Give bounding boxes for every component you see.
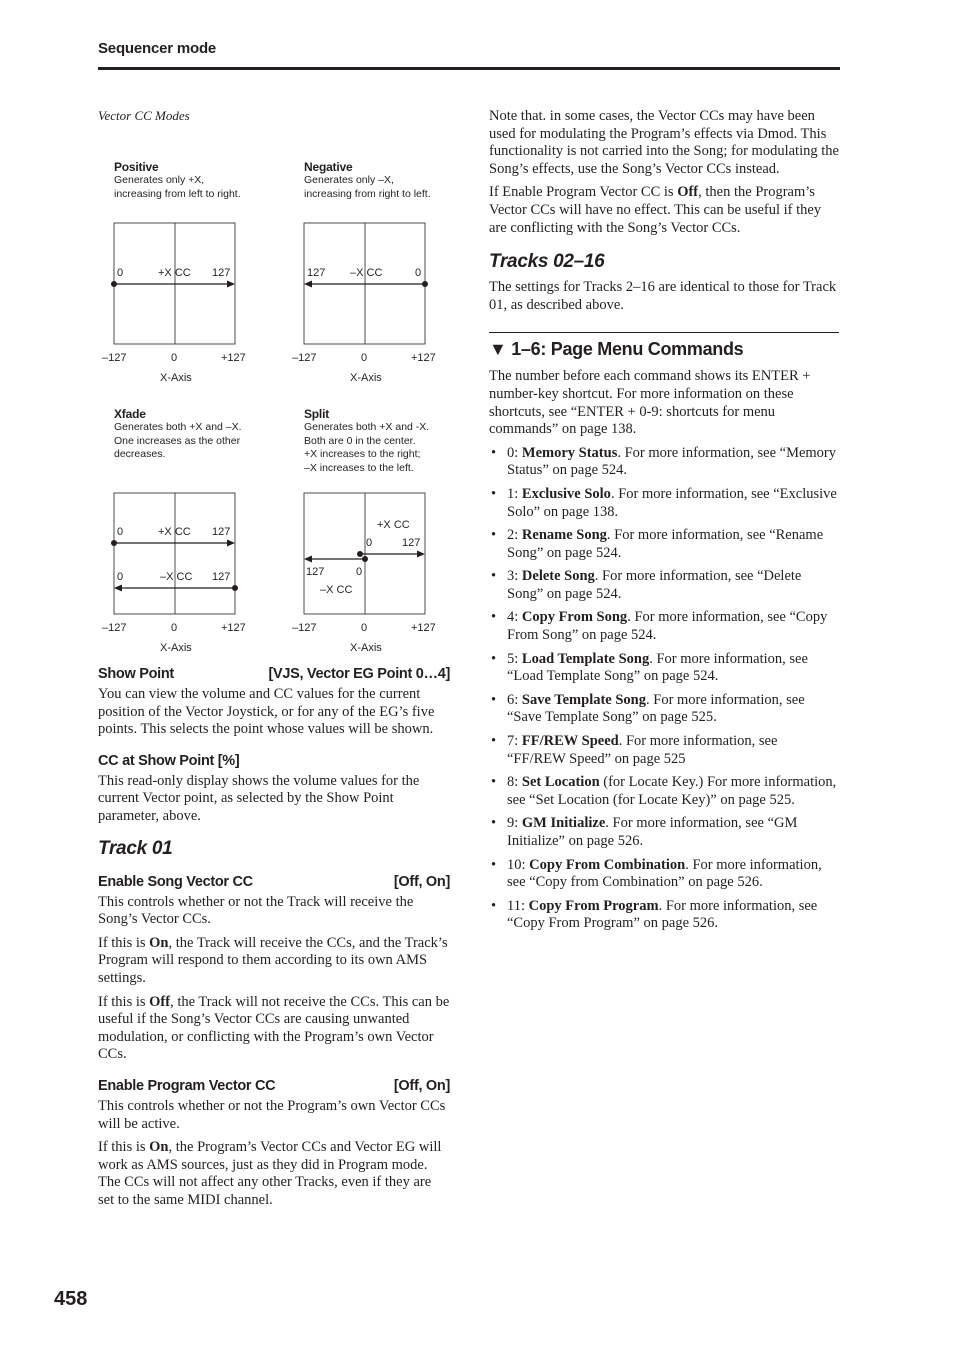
command-shortcut: 4: [507,609,522,626]
value-label: 127 [306,566,325,578]
param-enable-song-vector-cc [98,874,450,890]
axis-min-label: –127 [292,622,317,634]
param-name: CC at Show Point [%] [98,752,240,769]
panel-xfade [114,407,290,462]
series-label: +X CC [158,267,191,279]
header-rule [98,67,840,70]
tracks-02-16-heading: Tracks 02–16 [489,251,605,273]
body-paragraph: This controls whether or not the Track will receive the Song’s Vector CCs. [98,893,414,928]
list-item [489,609,839,644]
axis-max-label: +127 [411,622,436,634]
axis-title: X-Axis [350,372,382,384]
axis-max-label: +127 [221,622,246,634]
bullet: • [491,568,497,585]
list-item [489,692,839,727]
command-description: (for Locate Key.) For more information, see “Set Location (for Locate Key)” on page 525. [507,774,837,808]
command-shortcut: 0: [507,444,522,461]
right-column [489,108,839,939]
page-menu-commands-heading: ▼ 1–6: Page Menu Commands [489,339,744,360]
value-label: 127 [212,267,231,279]
series-label: –X CC [350,267,383,279]
param-range: [VJS, Vector EG Point 0…4] [268,666,450,682]
command-description: . For more information, see “Copy From Program” on page 526. [507,897,818,932]
panel-title: Positive [114,160,159,174]
series-label: –X CC [320,584,353,596]
value-label: 0 [415,267,422,279]
value-label: 127 [307,267,326,279]
panel-positive [114,160,290,201]
vector-cc-modes-figure [98,132,450,652]
command-shortcut: 7: [507,733,522,750]
command-name: Set Location [521,774,600,791]
track-01-heading: Track 01 [98,837,173,859]
command-name: Copy From Combination [529,856,686,873]
panel-description: Generates only –X, increasing from right to left. [304,174,431,200]
list-item [489,857,839,892]
axis-min-label: –127 [292,352,317,364]
series-label: –X CC [160,571,193,583]
body-paragraph: You can view the volume and CC values for the current position of the Vector Joystick, or for any of the EG’s five points. This selects the point whose values will be shown. [98,686,435,738]
param-range: [Off, On] [393,873,450,890]
panel-negative [304,160,480,201]
command-name: Load Template Song [521,650,650,667]
bullet: • [491,650,497,667]
bullet: • [491,485,497,502]
axis-min-label: –127 [102,622,127,634]
value-label: 0 [117,267,124,279]
positive-diagram [98,214,258,394]
list-item [489,774,839,809]
panel-split [304,407,480,475]
command-description: . For more information, see “GM Initialize” on page 526. [507,815,798,849]
command-name: GM Initialize [521,815,606,832]
command-name: Copy From Song [521,609,628,626]
command-shortcut: 10: [507,856,530,873]
body-paragraph: The settings for Tracks 2–16 are identical to those for Track 01, as described above. [489,279,837,313]
axis-mid-label: 0 [171,622,178,634]
section-rule [489,332,839,333]
command-description: . For more information, see “FF/REW Speed” on page 525 [507,733,778,767]
command-shortcut: 8: [507,774,522,791]
command-description: . For more information, see “Memory Status” on page 524. [507,444,837,479]
series-label: +X CC [158,526,191,538]
param-show-point [98,666,450,682]
list-item [489,815,839,850]
list-item [489,568,839,603]
page-number: 458 [54,1288,88,1310]
value-label: 127 [402,537,421,549]
figure-caption: Vector CC Modes [98,108,190,123]
axis-mid-label: 0 [361,622,368,634]
body-paragraph: If this is On, the Track will receive the CCs, and the Track’s Program will respond to them according to its own AMS settings. [98,934,448,986]
panel-title: Xfade [114,407,146,421]
bullet: • [491,733,497,750]
axis-title: X-Axis [160,372,192,384]
command-shortcut: 9: [507,815,522,832]
command-shortcut: 3: [507,568,522,585]
body-paragraph: This controls whether or not the Program’s own Vector CCs will be active. [98,1097,446,1132]
bullet: • [491,774,497,791]
bullet: • [491,609,497,626]
list-item [489,486,839,521]
panel-description: Generates both +X and –X. One increases as the other decreases. [114,421,242,460]
list-item [489,733,839,768]
bullet: • [491,691,497,708]
axis-max-label: +127 [411,352,436,364]
command-name: Delete Song [521,568,595,585]
axis-min-label: –127 [102,352,127,364]
axis-title: X-Axis [350,642,382,654]
command-shortcut: 1: [507,485,522,502]
value-label: 0 [356,566,363,578]
value-label: 0 [117,571,124,583]
axis-title: X-Axis [160,642,192,654]
panel-title: Split [304,407,329,421]
command-name: Copy From Program [528,897,659,914]
value-label: 0 [366,537,373,549]
command-name: Exclusive Solo [521,485,611,502]
axis-mid-label: 0 [361,352,368,364]
command-shortcut: 6: [507,691,522,708]
param-range: [Off, On] [393,1077,450,1094]
split-diagram [288,484,448,664]
panel-description: Generates only +X, increasing from left to right. [114,174,241,200]
param-name: Show Point [98,666,174,682]
running-header: Sequencer mode [98,40,217,57]
param-name: Enable Song Vector CC [98,873,253,890]
body-paragraph: If this is Off, the Track will not receive the CCs. This can be useful if the Song’s Vector CCs are causing unwanted modulation, or conflicting with the Program’s own Vector CCs. [98,993,450,1063]
command-shortcut: 2: [507,527,522,544]
param-name: Enable Program Vector CC [98,1077,276,1094]
body-paragraph: Note that. in some cases, the Vector CCs may have been used for modulating the Program’s effects via Dmod. This functionality is not carried into the Song; for modulating the Song’s effects, use the Song’s Vector CCs instead. [489,108,839,177]
bullet: • [491,856,497,873]
xfade-diagram [98,484,258,664]
left-column [98,108,450,1215]
command-description: . For more information, see “Rename Song” on page 524. [507,527,824,561]
list-item [489,898,839,933]
bullet: • [491,815,497,832]
body-paragraph: If Enable Program Vector CC is Off, then the Program’s Vector CCs will have no effect. This can be useful if they are conflicting with the Song’s Vector CCs. [489,184,822,236]
command-description: . For more information, see “Save Template Song” on page 525. [507,691,805,726]
command-description: . For more information, see “Exclusive Solo” on page 138. [507,485,837,520]
param-cc-at-show-point [98,753,450,769]
command-list [489,445,839,933]
list-item [489,445,839,480]
command-shortcut: 5: [507,650,522,667]
value-label: 127 [212,526,231,538]
command-name: Save Template Song [521,691,646,708]
body-paragraph: This read-only display shows the volume values for the current Vector point, as selected by the Show Point parameter, above. [98,772,420,824]
command-description: . For more information, see “Copy From Song” on page 524. [507,609,828,644]
command-description: . For more information, see “Load Template Song” on page 524. [507,650,808,685]
panel-description: Generates both +X and -X. Both are 0 in the center. +X increases to the right; –X increases to the left. [304,421,430,474]
command-name: FF/REW Speed [521,733,619,750]
axis-mid-label: 0 [171,352,178,364]
command-name: Memory Status [521,444,618,461]
list-item [489,527,839,562]
body-paragraph: If this is On, the Program’s Vector CCs and Vector EG will work as AMS sources, just as they did in Program mode. The CCs will not affect any other Tracks, even if they are set to the same MIDI channel. [98,1139,442,1208]
bullet: • [491,527,497,544]
panel-title: Negative [304,160,353,174]
negative-diagram [288,214,448,394]
command-shortcut: 11: [507,897,529,914]
bullet: • [491,897,497,914]
axis-max-label: +127 [221,352,246,364]
param-enable-program-vector-cc [98,1078,450,1094]
value-label: 0 [117,526,124,538]
value-label: 127 [212,571,231,583]
command-description: . For more information, see “Copy from Combination” on page 526. [507,856,822,891]
body-paragraph: The number before each command shows its ENTER + number-key shortcut. For more information on these shortcuts, see “ENTER + 0-9: shortcuts for menu commands” on page 138. [489,368,811,438]
series-label: +X CC [377,519,410,531]
command-name: Rename Song [521,527,607,544]
command-description: . For more information, see “Delete Song” on page 524. [507,568,802,602]
list-item [489,651,839,686]
bullet: • [491,444,497,461]
